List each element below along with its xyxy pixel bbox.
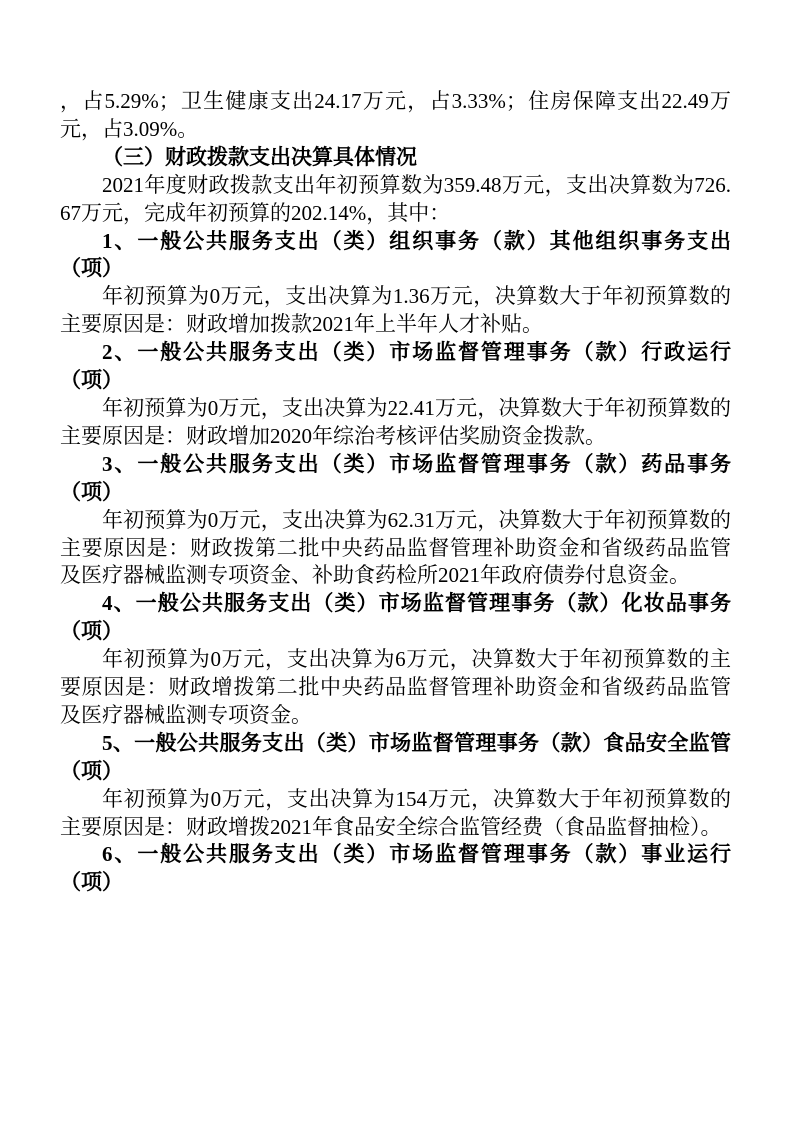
item-body-4: 年初预算为0万元，支出决算为6万元，决算数大于年初预算数的主要原因是：财政增拨第二批中央药品监督管理补助资金和省级药品监管及医疗器械监测专项资金。 — [60, 647, 731, 727]
item-heading-2: 2、一般公共服务支出（类）市场监督管理事务（款）行政运行（项） — [60, 340, 731, 393]
section-heading-fiscal-expenditure-details: （三）财政拨款支出决算具体情况 — [102, 144, 417, 169]
item-heading-3: 3、一般公共服务支出（类）市场监督管理事务（款）药品事务（项） — [60, 451, 731, 504]
item-body-1: 年初预算为0万元，支出决算为1.36万元，决算数大于年初预算数的主要原因是：财政增加拨款2021年上半年人才补贴。 — [60, 284, 731, 337]
item-body-3: 年初预算为0万元，支出决算为62.31万元，决算数大于年初预算数的主要原因是：财政拨第二批中央药品监督管理补助资金和省级药品监管及医疗器械监测专项资金、补助食药检所2021年政府债券付息资金。 — [60, 507, 731, 588]
item-heading-6: 6、一般公共服务支出（类）市场监督管理事务（款）事业运行（项） — [60, 842, 731, 895]
paragraph-carryover: ，占5.29%；卫生健康支出24.17万元，占3.33%；住房保障支出22.49万元，占3.09%。 — [60, 89, 731, 141]
item-heading-1: 1、一般公共服务支出（类）组织事务（款）其他组织事务支出（项） — [60, 228, 731, 281]
item-body-5: 年初预算为0万元，支出决算为154万元，决算数大于年初预算数的主要原因是：财政增拨2021年食品安全综合监管经费（食品监督抽检）。 — [60, 786, 731, 839]
item-body-2: 年初预算为0万元，支出决算为22.41万元，决算数大于年初预算数的主要原因是：财政增加2020年综治考核评估奖励资金拨款。 — [60, 395, 731, 448]
item-heading-5: 5、一般公共服务支出（类）市场监督管理事务（款）食品安全监管（项） — [60, 730, 731, 783]
paragraph-budget-summary: 2021年度财政拨款支出年初预算数为359.48万元，支出决算数为726.67万元，完成年初预算的202.14%，其中： — [60, 172, 731, 225]
item-heading-4: 4、一般公共服务支出（类）市场监督管理事务（款）化妆品事务（项） — [60, 591, 731, 644]
